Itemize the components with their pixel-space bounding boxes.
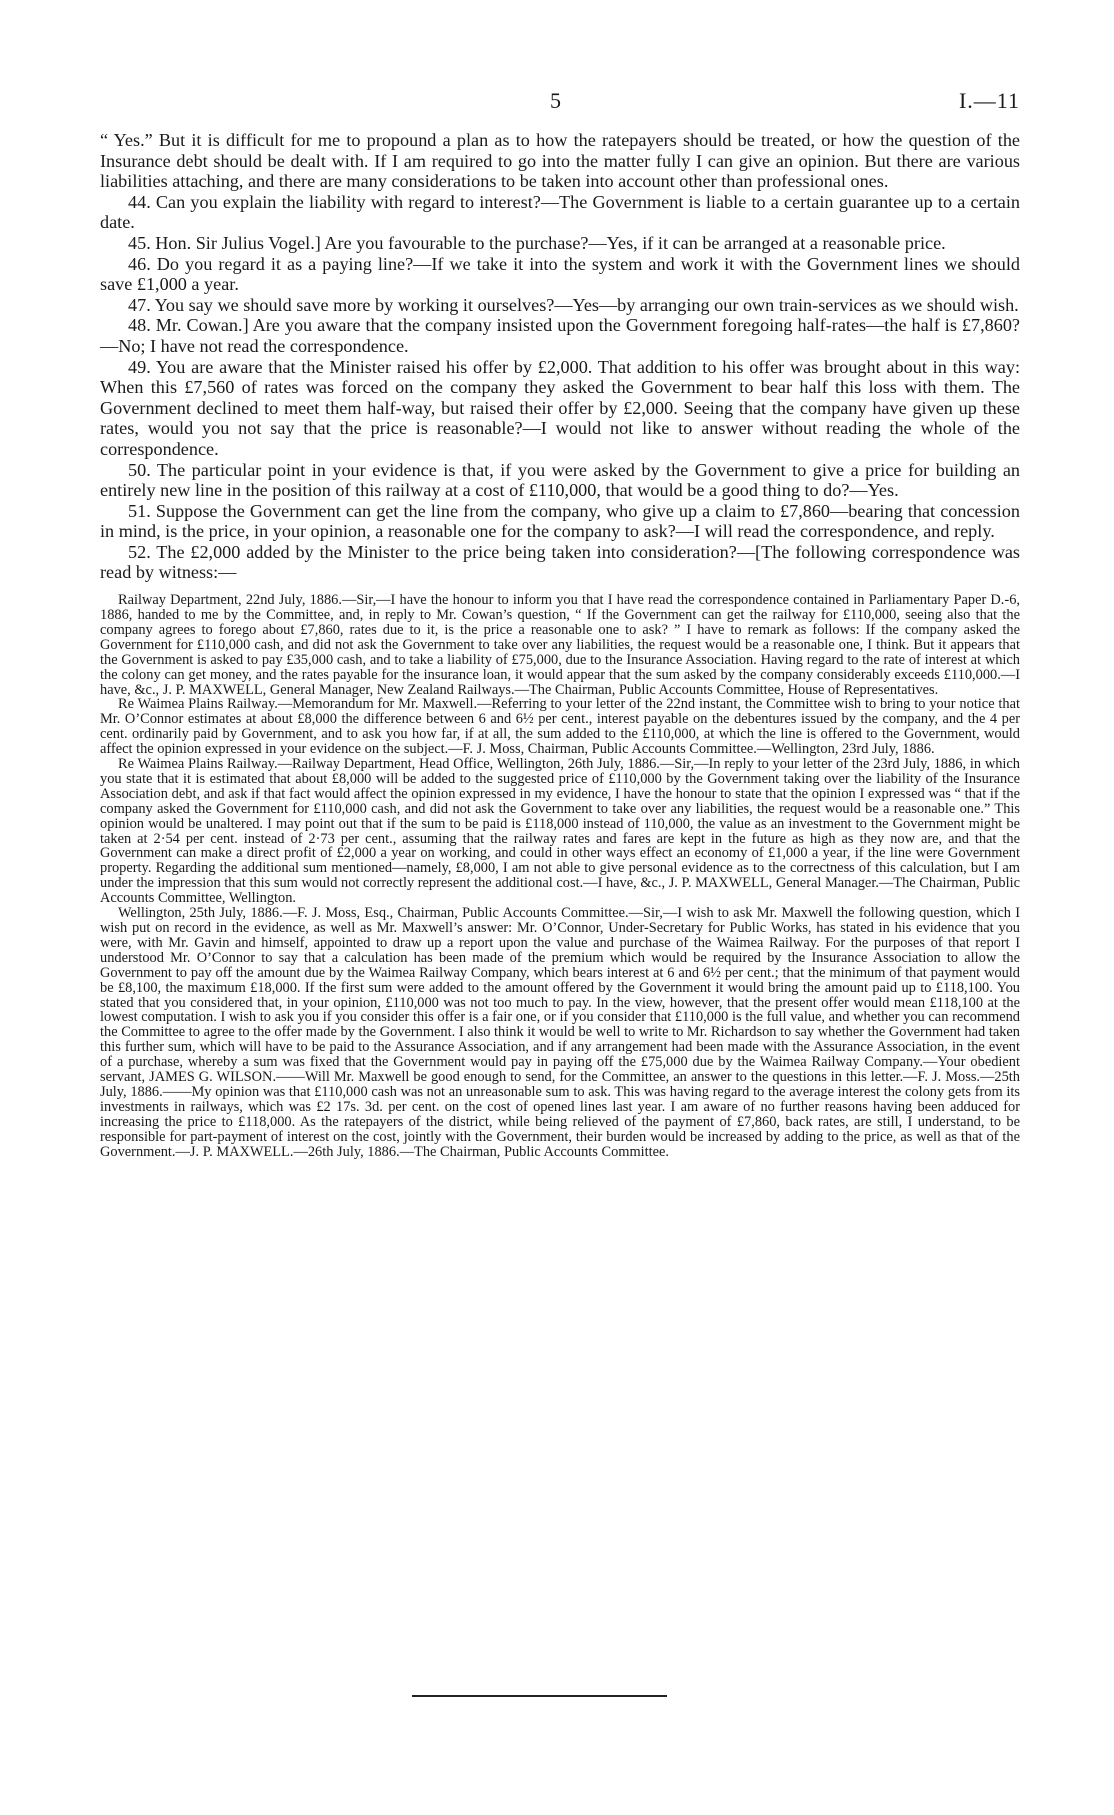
document-page (100, 88, 1020, 1160)
evidence-body (100, 130, 1020, 583)
question-52: 52. The £2,000 added by the Minister to the price being taken into consideration?—[The following correspondence was read by witness:— (100, 541, 1020, 583)
letter-wellington-25-july: Wellington, 25th July, 1886.—F. J. Moss, Esq., Chairman, Public Accounts Committee.—Sir,—I wish to ask Mr. Maxwell the following question, which I wish put on record in the evidence, as well as Mr. Maxwell’s answer: Mr. O’Connor, Under-Secretary for Public Works, has stated in his evidence that you were, with Mr. Gavin and himself, appointed to draw up a report upon the value and purchase of the Waimea Railway. For the purposes of that report I understood Mr. O’Connor to say that a calculation has been made of the premium which would be required by the Insurance Association to allow the Government to pay off the amount due by the Waimea Railway Company, which bears interest at 6 and 6½ per cent.; that the minimum of that payment would be £8,100, the maximum £18,000. If the first sum were added to the amount offered by the Government it would bring the amount paid up to £118,100. You stated that you considered that, in your opinion, £110,000 was not too much to pay. In the view, however, that the present offer would mean £118,100 at the lowest computation. I wish to ask you if you consider this offer is a fair one, or if you consider that £110,000 is the full value, and whether you can recommend the Committee to agree to the offer made by the Government. I also think it would be well to write to Mr. Richardson to say whether the Government had taken this further sum, which will have to be paid to the Assurance Association, and if any arrangement had been made with the Assurance Association, in the event of a purchase, whereby a sum was fixed that the Government would pay in paying off the £75,000 due by the Waimea Railway Company.—Your obedient servant, JAMES G. WILSON.——Will Mr. Maxwell be good enough to send, for the Committee, an answer to the questions in this letter.—F. J. Moss.—25th July, 1886.——My opinion was that £110,000 cash was not an unreasonable sum to ask. This was having regard to the average interest the colony gets from its investments in railways, which was £2 17s. 3d. per cent. on the cost of opened lines last year. I am aware of no further reasons having been adduced for increasing the price to £118,000. As the ratepayers of the district, while being relieved of the payment of £7,860, back rates, are still, I understand, to be responsible for part-payment of interest on the cost, jointly with the Government, their burden would be increased by adding to the price, as well as that of the Government.—J. P. MAXWELL.—26th July, 1886.—The Chairman, Public Accounts Committee. (100, 905, 1020, 1160)
question-47: 47. You say we should save more by working it ourselves?—Yes—by arranging our own train-services as we should wish. (128, 294, 1019, 315)
question-48: 48. Mr. Cowan.] Are you aware that the company insisted upon the Government foregoing half-rates—the half is £7,860?—No; I have not read the correspondence. (100, 315, 1020, 356)
memorandum-for-mr-maxwell: Re Waimea Plains Railway.—Memorandum for Mr. Maxwell.—Referring to your letter of the 22nd instant, the Committee wish to bring to your notice that Mr. O’Connor estimates at about £8,000 the difference between 6 and 6½ per cent., interest payable on the debentures issued by the company, and the 4 per cent. ordinarily paid by Government, and to ask you how far, if at all, the sum added to the £110,000, at which the line is offered to the Government, would affect the opinion expressed in your evidence on the subject.—F. J. Moss, Chairman, Public Accounts Committee.—Wellington, 23rd July, 1886. (100, 696, 1020, 758)
question-49: 49. You are aware that the Minister raised his offer by £2,000. That addition to his offer was brought about in this way: When this £7,560 of rates was forced on the company they asked the Government to bear half this loss with them. The Government declined to meet them half-way, but raised their offer by £2,000. Seeing that the company have given up these rates, would you not say that the price is reasonable?—I would not like to answer without reading the whole of the correspondence. (100, 356, 1020, 459)
question-44: 44. Can you explain the liability with regard to interest?—The Government is liable to a certain guarantee up to a certain date. (100, 191, 1020, 233)
question-51: 51. Suppose the Government can get the line from the company, who give up a claim to £7,860—bearing that concession in mind, is the price, in your opinion, a reasonable one for the company to ask?—I will read the correspondence, and reply. (100, 500, 1020, 542)
paragraph-continuation: “ Yes.” But it is difficult for me to propound a plan as to how the ratepayers should be treated, or how the question of the Insurance debt should be dealt with. If I am required to go into the matter fully I can give an opinion. But there are various liabilities attaching, and there are many considerations to be taken into account other than professional ones. (100, 130, 1020, 192)
closing-rule (412, 1695, 667, 1697)
letter-head-office-26-july: Re Waimea Plains Railway.—Railway Department, Head Office, Wellington, 26th July, 1886.—Sir,—In reply to your letter of the 23rd July, 1886, in which you state that it is estimated that about £8,000 will be added to the suggested price of £110,000 by the Government taking over the liability of the Insurance Association debt, and ask if that fact would affect the opinion expressed in my evidence, I have the honour to state that the opinion I expressed was “ that if the company asked the Government for £110,000 cash, and did not ask the Government to take over any liabilities, the request would be a reasonable one.” This opinion would be unaltered. I may point out that if the sum to be paid is £118,000 instead of 110,000, the value as an investment to the Government might be taken at 2·54 per cent. instead of 2·73 per cent., assuming that the railway rates and fares are kept in the future as high as they now are, and that the Government can make a direct profit of £2,000 a year on working, and could in other ways effect an economy of £1,000 a year, if the line were Government property. Regarding the additional sum mentioned—namely, £8,000, I am not able to give personal evidence as to the correctness of this calculation, but I am under the impression that this sum would not correctly represent the additional cost.—I have, &c., J. P. MAXWELL, General Manager.—The Chairman, Public Accounts Committee, Wellington. (100, 756, 1020, 907)
question-45: 45. Hon. Sir Julius Vogel.] Are you favourable to the purchase?—Yes, if it can be arranged at a reasonable price. (128, 232, 946, 253)
document-reference: I.—11 (958, 88, 1020, 113)
letter-railway-department-22-july: Railway Department, 22nd July, 1886.—Sir,—I have the honour to inform you that I have read the correspondence contained in Parliamentary Paper D.-6, 1886, handed to me by the Committee, and, in reply to Mr. Cowan’s question, “ If the Government can get the railway for £110,000, seeing also that the company agrees to forego about £7,860, rates due to it, is the price a reasonable one to ask? ” I have to remark as follows: If the company asked the Government for £110,000 cash, and did not ask the Government to take over any liabilities, the request would be a reasonable one, I think. But it appears that the Government is asked to pay £35,000 cash, and to take a liability of £75,000, due to the Insurance Association. Having regard to the rate of interest at which the colony can get money, and the rates payable for the insurance loan, it would appear that the sum asked by the company considerably exceeds £110,000.—I have, &c., J. P. MAXWELL, General Manager, New Zealand Railways.—The Chairman, Public Accounts Committee, House of Representatives. (100, 592, 1020, 698)
correspondence-block (100, 593, 1020, 1159)
page-header (100, 88, 1020, 124)
question-50: 50. The particular point in your evidence is that, if you were asked by the Government to give a price for building an entirely new line in the position of this railway at a cost of £110,000, that would be a good thing to do?—Yes. (100, 459, 1020, 501)
question-46: 46. Do you regard it as a paying line?—If we take it into the system and work it with the Government lines we should save £1,000 a year. (100, 253, 1020, 295)
page-number: 5 (550, 88, 561, 113)
